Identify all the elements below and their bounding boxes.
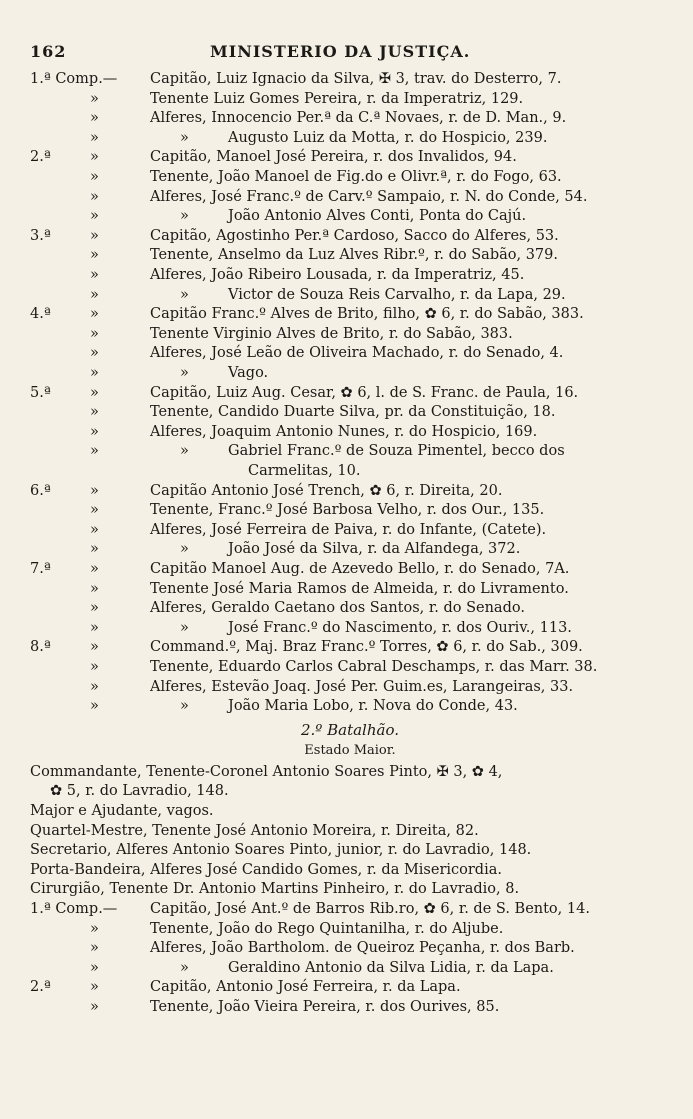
ditto-mark: » <box>90 306 99 323</box>
entry-text: Command.º, Maj. Braz Franc.º Torres, ✿ 6, r. do Sab., 309. <box>150 639 583 656</box>
staff-text: Secretario, Alferes Antonio Soares Pinto, junior, r. do Lavradio, 148. <box>30 842 532 859</box>
company-number: 3.ª <box>30 227 51 244</box>
company-number: 2.ª <box>30 149 51 166</box>
entry-text: Tenente, Anselmo da Luz Alves Ribr.º, r. do Sabão, 379. <box>150 247 558 264</box>
entry-text: Capitão, Luiz Ignacio da Silva, ✠ 3, trav. do Desterro, 7. <box>150 71 562 87</box>
entry-text: Alferes, Geraldo Caetano dos Santos, r. do Senado. <box>150 600 525 617</box>
roster-row <box>30 246 670 266</box>
ditto-mark: » <box>90 90 99 107</box>
roster-row <box>30 266 670 286</box>
ditto-mark: » <box>90 639 99 656</box>
roster-row <box>30 90 670 110</box>
entry-text: Alferes, José Ferreira de Paiva, r. do Infante, (Catete). <box>150 521 547 538</box>
staff-text: Commandante, Tenente-Coronel Antonio Soares Pinto, ✠ 3, ✿ 4, <box>30 763 503 780</box>
entry-text: João José da Silva, r. da Alfandega, 372. <box>228 541 521 558</box>
entry-text: Alferes, José Leão de Oliveira Machado, r. do Senado, 4. <box>150 345 564 362</box>
roster-row <box>30 442 670 462</box>
staff-text: Porta-Bandeira, Alferes José Candido Gomes, r. da Misericordia. <box>30 861 502 878</box>
roster-row <box>30 286 670 306</box>
ditto-mark: » <box>90 999 99 1015</box>
roster-row <box>30 482 670 502</box>
roster-row <box>30 678 670 698</box>
entry-text: Victor de Souza Reis Carvalho, r. da Lapa, 29. <box>228 286 566 303</box>
ditto-mark: » <box>90 443 99 460</box>
entry-text: Capitão, Agostinho Per.ª Cardoso, Sacco do Alferes, 53. <box>150 227 559 244</box>
entry-text: Tenente, João do Rego Quintanilha, r. do Aljube. <box>150 920 504 937</box>
ditto-mark: » <box>90 423 99 440</box>
page-title: MINISTERIO DA JUSTIÇA. <box>210 42 471 61</box>
ditto-mark: » <box>90 959 99 976</box>
ditto-mark: » <box>180 443 189 460</box>
roster-row <box>30 207 670 227</box>
roster-row <box>30 978 670 998</box>
roster-row <box>30 920 670 940</box>
ditto-mark: » <box>90 208 99 225</box>
staff-text: ✿ 5, r. do Lavradio, 148. <box>50 783 229 800</box>
ditto-mark: » <box>180 286 189 303</box>
entry-text: Tenente, Candido Duarte Silva, pr. da Constituição, 18. <box>150 404 556 421</box>
ditto-mark: » <box>90 940 99 957</box>
roster-row <box>30 959 670 979</box>
ditto-mark: » <box>180 365 189 381</box>
company-number: 1.ª Comp.— <box>30 71 118 87</box>
entry-text: Tenente, João Manoel de Fig.do e Olivr.ª, r. do Fogo, 63. <box>150 169 562 185</box>
ditto-mark: » <box>180 208 189 225</box>
entry-text: Capitão, Luiz Aug. Cesar, ✿ 6, l. de S. Franc. de Paula, 16. <box>150 384 579 401</box>
staff-text: Cirurgião, Tenente Dr. Antonio Martins Pinheiro, r. do Lavradio, 8. <box>30 881 520 898</box>
roster-row <box>30 658 670 678</box>
roster-row <box>30 697 670 717</box>
roster-row <box>30 423 670 443</box>
roster-row <box>30 305 670 325</box>
ditto-mark: » <box>90 345 99 362</box>
roster-row <box>30 227 670 247</box>
page-header <box>30 42 650 66</box>
ditto-mark: » <box>180 959 189 976</box>
entry-text: Carmelitas, 10. <box>248 463 361 479</box>
company-number: 5.ª <box>30 384 51 401</box>
roster-row <box>30 325 670 345</box>
company-number: 4.ª <box>30 306 51 323</box>
staff-text: Quartel-Mestre, Tenente José Antonio Moreira, r. Direita, 82. <box>30 822 479 839</box>
ditto-mark: » <box>180 541 189 558</box>
entry-text: José Franc.º do Nascimento, r. dos Ouriv., 113. <box>228 619 572 636</box>
ditto-mark: » <box>90 129 99 146</box>
ditto-mark: » <box>90 404 99 421</box>
entry-text: Capitão Antonio José Trench, ✿ 6, r. Direita, 20. <box>150 482 503 499</box>
ditto-mark: » <box>90 698 99 715</box>
entry-text: Tenente, João Vieira Pereira, r. dos Ourives, 85. <box>150 999 500 1015</box>
ditto-mark: » <box>90 580 99 597</box>
ditto-mark: » <box>90 384 99 401</box>
staff-row <box>30 861 670 881</box>
company-number: 1.ª Comp.— <box>30 901 118 917</box>
entry-text: Tenente Luiz Gomes Pereira, r. da Imperatriz, 129. <box>150 90 524 107</box>
roster-row <box>30 364 670 384</box>
ditto-mark: » <box>90 482 99 499</box>
ditto-mark: » <box>180 698 189 715</box>
entry-text: Capitão, Manoel José Pereira, r. dos Invalidos, 94. <box>150 149 517 166</box>
roster-row <box>30 70 670 90</box>
roster-row <box>30 403 670 423</box>
entry-text: Augusto Luiz da Motta, r. do Hospicio, 239. <box>228 129 548 146</box>
ditto-mark: » <box>90 541 99 558</box>
ditto-mark: » <box>90 149 99 166</box>
roster-row <box>30 168 670 188</box>
ditto-mark: » <box>90 188 99 205</box>
entry-text: Alferes, José Franc.º de Carv.º Sampaio, r. N. do Conde, 54. <box>150 188 588 205</box>
ditto-mark: » <box>90 600 99 617</box>
ditto-mark: » <box>90 619 99 636</box>
entry-text: Capitão, Antonio José Ferreira, r. da Lapa. <box>150 979 461 996</box>
staff-row <box>30 763 670 783</box>
subsection-heading: Estado Maior. <box>304 742 396 758</box>
roster-row <box>30 148 670 168</box>
roster-row <box>30 462 670 482</box>
company-number: 2.ª <box>30 979 51 996</box>
ditto-mark: » <box>90 247 99 264</box>
staff-text: Major e Ajudante, vagos. <box>30 803 214 819</box>
ditto-mark: » <box>180 619 189 636</box>
company-number: 8.ª <box>30 639 51 656</box>
ditto-mark: » <box>90 502 99 519</box>
staff-row <box>30 822 670 842</box>
entry-text: Alferes, Joaquim Antonio Nunes, r. do Hospicio, 169. <box>150 423 538 440</box>
entry-text: Vago. <box>228 365 269 381</box>
roster-row <box>30 109 670 129</box>
staff-row <box>30 841 670 861</box>
entry-text: Alferes, Estevão Joaq. José Per. Guim.es, Larangeiras, 33. <box>150 678 574 695</box>
roster-row <box>30 599 670 619</box>
roster-row <box>30 384 670 404</box>
entry-text: João Antonio Alves Conti, Ponta do Cajú. <box>228 208 527 225</box>
roster-row <box>30 188 670 208</box>
entry-text: Capitão, José Ant.º de Barros Rib.ro, ✿ 6, r. de S. Bento, 14. <box>150 901 590 917</box>
roster-row <box>30 619 670 639</box>
entry-text: Tenente, Franc.º José Barbosa Velho, r. dos Our., 135. <box>150 502 545 519</box>
entry-text: Capitão Manoel Aug. de Azevedo Bello, r. do Senado, 7A. <box>150 561 570 577</box>
roster-row <box>30 939 670 959</box>
roster-row <box>30 344 670 364</box>
ditto-mark: » <box>90 227 99 244</box>
roster-row <box>30 521 670 541</box>
roster-row <box>30 129 670 149</box>
entry-text: Tenente, Eduardo Carlos Cabral Deschamps, r. das Marr. 38. <box>150 659 598 675</box>
roster-row <box>30 900 670 920</box>
ditto-mark: » <box>90 521 99 538</box>
ditto-mark: » <box>90 920 99 937</box>
entry-text: João Maria Lobo, r. Nova do Conde, 43. <box>228 698 518 715</box>
ditto-mark: » <box>90 325 99 342</box>
entry-text: Geraldino Antonio da Silva Lidia, r. da Lapa. <box>228 959 554 976</box>
entry-text: Alferes, Innocencio Per.ª da C.ª Novaes, r. de D. Man., 9. <box>150 110 567 127</box>
company-number: 6.ª <box>30 482 51 499</box>
ditto-mark: » <box>90 979 99 996</box>
ditto-mark: » <box>90 110 99 127</box>
ditto-mark: » <box>90 169 99 185</box>
ditto-mark: » <box>90 365 99 381</box>
roster-row <box>30 998 670 1018</box>
entry-text: Tenente José Maria Ramos de Almeida, r. do Livramento. <box>150 580 569 597</box>
roster-row <box>30 540 670 560</box>
staff-row <box>30 802 670 822</box>
section-heading: 2.º Batalhão. <box>300 720 399 739</box>
roster-row <box>30 638 670 658</box>
entry-text: Tenente Virginio Alves de Brito, r. do Sabão, 383. <box>150 325 513 342</box>
entry-text: Capitão Franc.º Alves de Brito, filho, ✿ 6, r. do Sabão, 383. <box>150 306 584 323</box>
ditto-mark: » <box>90 678 99 695</box>
ditto-mark: » <box>90 286 99 303</box>
staff-row <box>30 782 670 802</box>
roster-row <box>30 580 670 600</box>
company-number: 7.ª <box>30 561 51 577</box>
ditto-mark: » <box>90 267 99 283</box>
roster-row <box>30 501 670 521</box>
ditto-mark: » <box>90 561 99 577</box>
ditto-mark: » <box>180 129 189 146</box>
roster-row <box>30 560 670 580</box>
staff-row <box>30 880 670 900</box>
entry-text: Alferes, João Bartholom. de Queiroz Peçanha, r. dos Barb. <box>150 940 575 957</box>
entry-text: Alferes, João Ribeiro Lousada, r. da Imperatriz, 45. <box>150 267 525 283</box>
page-number: 162 <box>30 42 67 61</box>
entry-text: Gabriel Franc.º de Souza Pimentel, becco dos <box>228 443 565 460</box>
ditto-mark: » <box>90 659 99 675</box>
